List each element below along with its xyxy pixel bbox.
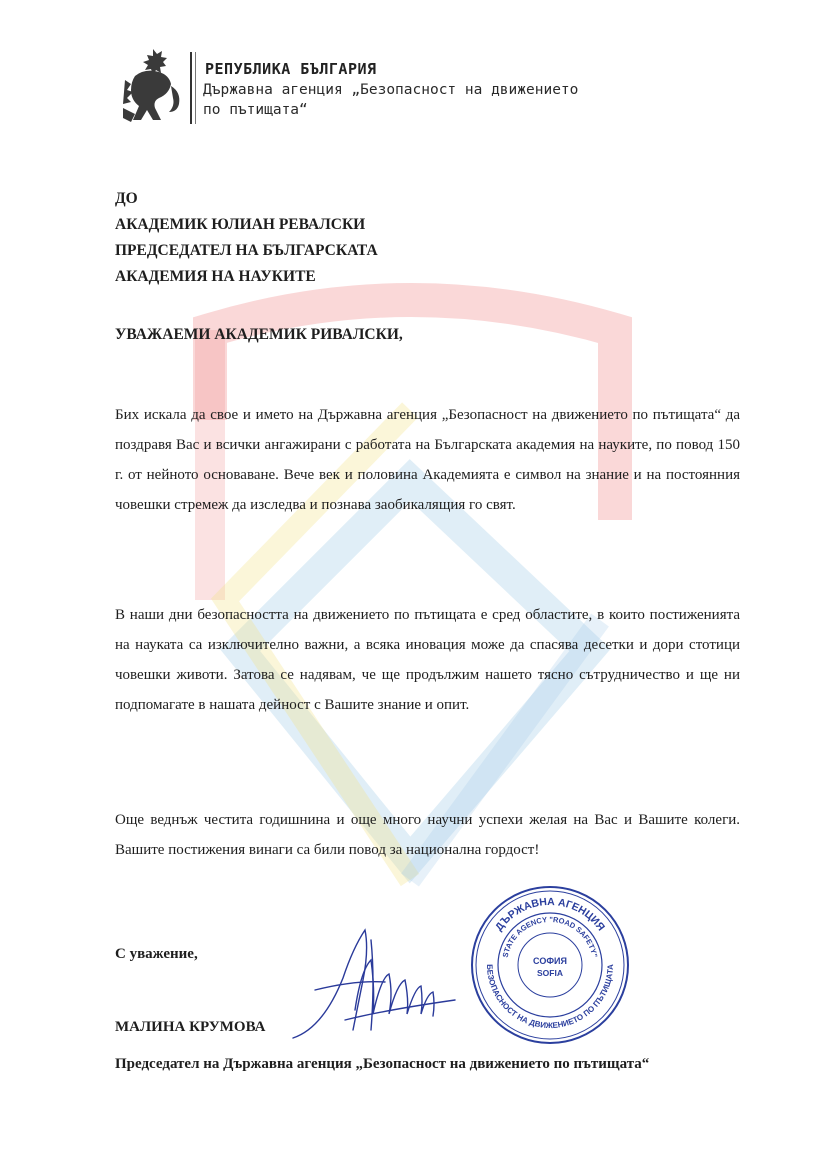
stamp-city-en: SOFIA xyxy=(537,968,563,978)
stamp-agency-top: ДЪРЖАВНА АГЕНЦИЯ xyxy=(492,895,608,934)
salutation: УВАЖАЕМИ АКАДЕМИК РИВАЛСКИ, xyxy=(115,326,403,343)
stamp-agency-bottom: БЕЗОПАСНОСТ НА ДВИЖЕНИЕТО ПО ПЪТИЩАТА xyxy=(484,964,616,1031)
body-paragraph-2: В наши дни безопасността на движението по пътищата е сред областите, в които постиженията на науката са изключително важни, а всяка иновация може да спасява десетки и дори стотици човешки животи. Затова се надявам, че ще продължим нашето тясно сътрудничество и ще ни подпомагате в нашата дейност с Вашите знание и опит. xyxy=(115,607,740,713)
addressee-to: ДО xyxy=(115,190,138,207)
handwritten-signature xyxy=(285,920,485,1050)
closing: С уважение, xyxy=(115,946,198,962)
signer-title: Председател на Държавна агенция „Безопасност на движението по пътищата“ xyxy=(115,1056,650,1072)
addressee-position: ПРЕДСЕДАТЕЛ НА БЪЛГАРСКАТА xyxy=(115,242,378,259)
letterhead xyxy=(115,46,595,136)
official-stamp xyxy=(465,880,635,1050)
addressee-block xyxy=(115,186,378,290)
letterhead-divider-thin xyxy=(195,52,196,124)
stamp-city-bg: СОФИЯ xyxy=(533,956,567,966)
letterhead-agency: Държавна агенция „Безопасност на движението по пътищата“ xyxy=(203,82,579,118)
lion-coat-of-arms-icon xyxy=(115,46,189,130)
letterhead-country: РЕПУБЛИКА БЪЛГАРИЯ xyxy=(205,60,377,78)
addressee-name: АКАДЕМИК ЮЛИАН РЕВАЛСКИ xyxy=(115,216,366,233)
stamp-agency-english: STATE AGENCY "ROAD SAFETY" xyxy=(500,914,600,959)
letterhead-divider xyxy=(190,52,192,124)
body-paragraph-1: Бих искала да свое и името на Държавна агенция „Безопасност на движението по пътищата“ да поздравя Вас и всички ангажирани с работата на Българската академия на науките, по повод 150 г. от нейното основаване. Вече век и половина Академията е символ на знание и на постоянния човешки стремеж да изследва и познава заобикалящия го свят. xyxy=(115,407,740,513)
addressee-institution: АКАДЕМИЯ НА НАУКИТЕ xyxy=(115,268,316,285)
body-paragraph-3: Още веднъж честита годишнина и още много научни успехи желая на Вас и Вашите колеги. Вашите постижения винаги са били повод за национална гордост! xyxy=(115,812,740,858)
signer-name: МАЛИНА КРУМОВА xyxy=(115,1019,266,1035)
